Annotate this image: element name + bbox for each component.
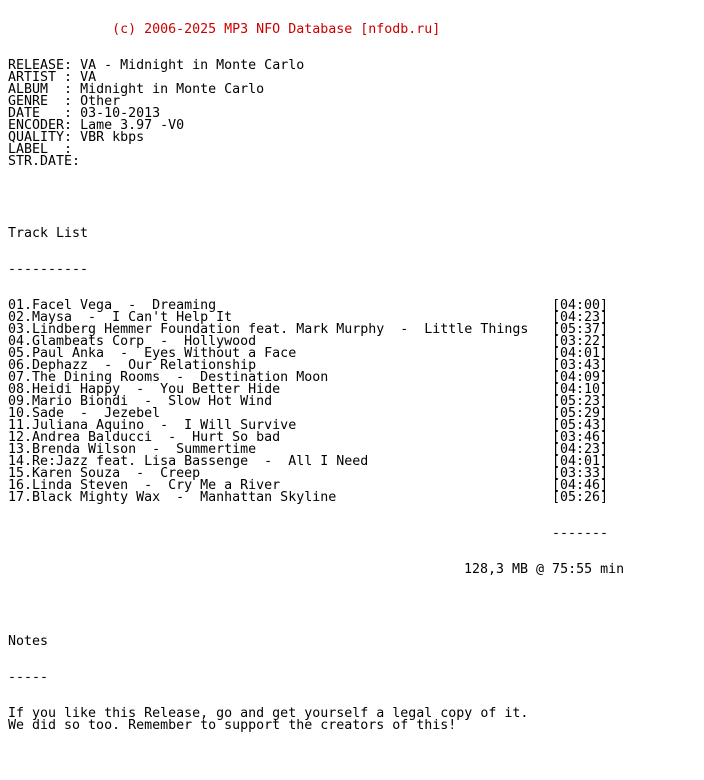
track-title: 04.Glambeats Corp - Hollywood bbox=[8, 334, 257, 349]
track-duration: [05:29] bbox=[552, 406, 609, 421]
notes-body bbox=[8, 708, 528, 732]
release-info-value: Lame 3.97 -V0 bbox=[80, 118, 185, 133]
blank-line bbox=[8, 600, 528, 612]
release-info-value: VA - Midnight in Monte Carlo bbox=[80, 58, 305, 73]
track-duration: [04:23] bbox=[552, 310, 609, 325]
track-title: 01.Facel Vega - Dreaming bbox=[8, 298, 217, 313]
track-title: 06.Dephazz - Our Relationship bbox=[8, 358, 257, 373]
track-title: 07.The Dining Rooms - Destination Moon bbox=[8, 370, 329, 385]
tracklist-underline: ---------- bbox=[8, 262, 89, 277]
track-title: 02.Maysa - I Can't Help It bbox=[8, 310, 233, 325]
release-info-label: STR.DATE: bbox=[8, 154, 89, 169]
release-info-value: Other bbox=[80, 94, 121, 109]
track-title: 17.Black Mighty Wax - Manhattan Skyline bbox=[8, 490, 337, 505]
track-title: 12.Andrea Balducci - Hurt So bad bbox=[8, 430, 281, 445]
release-info-label: RELEASE: bbox=[8, 58, 81, 73]
track-duration: [04:10] bbox=[552, 382, 609, 397]
release-info bbox=[8, 60, 528, 168]
track-duration: [05:26] bbox=[552, 490, 609, 505]
track-duration: [04:00] bbox=[552, 298, 609, 313]
release-info-row bbox=[8, 132, 528, 144]
notes-line: If you like this Release, go and get yourself a legal copy of it. bbox=[8, 706, 529, 721]
track-duration: [03:43] bbox=[552, 358, 609, 373]
total-rule: ------- bbox=[552, 526, 609, 541]
credit-link[interactable]: (c) 2006-2025 MP3 NFO Database [nfodb.ru] bbox=[112, 22, 441, 37]
track-duration: [03:46] bbox=[552, 430, 609, 445]
track-title: 15.Karen Souza - Creep bbox=[8, 466, 201, 481]
notes-underline: ----- bbox=[8, 670, 49, 685]
release-info-label: ALBUM : bbox=[8, 82, 81, 97]
release-info-label: ENCODER: bbox=[8, 118, 81, 133]
release-info-value: VBR kbps bbox=[80, 130, 145, 145]
release-info-row bbox=[8, 156, 528, 168]
track-duration: [04:01] bbox=[552, 454, 609, 469]
track-title: 03.Lindberg Hemmer Foundation feat. Mark Murphy - Little Things bbox=[8, 322, 529, 337]
tracklist-heading: Track List bbox=[8, 226, 89, 241]
credit-line bbox=[8, 24, 528, 36]
track-title: 10.Sade - Jezebel bbox=[8, 406, 161, 421]
release-info-label: QUALITY: bbox=[8, 130, 81, 145]
track-duration: [05:23] bbox=[552, 394, 609, 409]
release-info-label: DATE : bbox=[8, 106, 81, 121]
track-title: 05.Paul Anka - Eyes Without a Face bbox=[8, 346, 297, 361]
track-list bbox=[8, 298, 609, 505]
total-size-duration: 128,3 MB @ 75:55 min bbox=[464, 562, 625, 577]
track-duration: [04:09] bbox=[552, 370, 609, 385]
release-info-value: VA bbox=[80, 70, 97, 85]
release-info-label: ARTIST : bbox=[8, 70, 81, 85]
total-rule-row bbox=[8, 526, 609, 541]
track-duration: [04:01] bbox=[552, 346, 609, 361]
track-title: 14.Re:Jazz feat. Lisa Bassenge - All I Need bbox=[8, 454, 369, 469]
track-title: 16.Linda Steven - Cry Me a River bbox=[8, 478, 281, 493]
track-duration: [04:46] bbox=[552, 478, 609, 493]
track-duration: [05:43] bbox=[552, 418, 609, 433]
track-title: 08.Heidi Happy - You Better Hide bbox=[8, 382, 281, 397]
release-info-label: GENRE : bbox=[8, 94, 81, 109]
track-duration: [04:23] bbox=[552, 442, 609, 457]
track-title: 11.Juliana Aquino - I Will Survive bbox=[8, 418, 297, 433]
track-duration: [05:37] bbox=[552, 322, 609, 337]
track-row bbox=[8, 490, 609, 505]
blank-line bbox=[8, 192, 528, 204]
release-info-label: LABEL : bbox=[8, 142, 81, 157]
track-duration: [03:33] bbox=[552, 466, 609, 481]
notes-heading: Notes bbox=[8, 634, 49, 649]
total-row bbox=[8, 562, 625, 577]
nfo-document bbox=[8, 0, 625, 744]
release-info-value: Midnight in Monte Carlo bbox=[80, 82, 265, 97]
track-title: 09.Mario Biondi - Slow Hot Wind bbox=[8, 394, 273, 409]
release-info-value: 03-10-2013 bbox=[80, 106, 161, 121]
track-duration: [03:22] bbox=[552, 334, 609, 349]
notes-line: We did so too. Remember to support the creators of this! bbox=[8, 718, 457, 733]
track-title: 13.Brenda Wilson - Summertime bbox=[8, 442, 257, 457]
